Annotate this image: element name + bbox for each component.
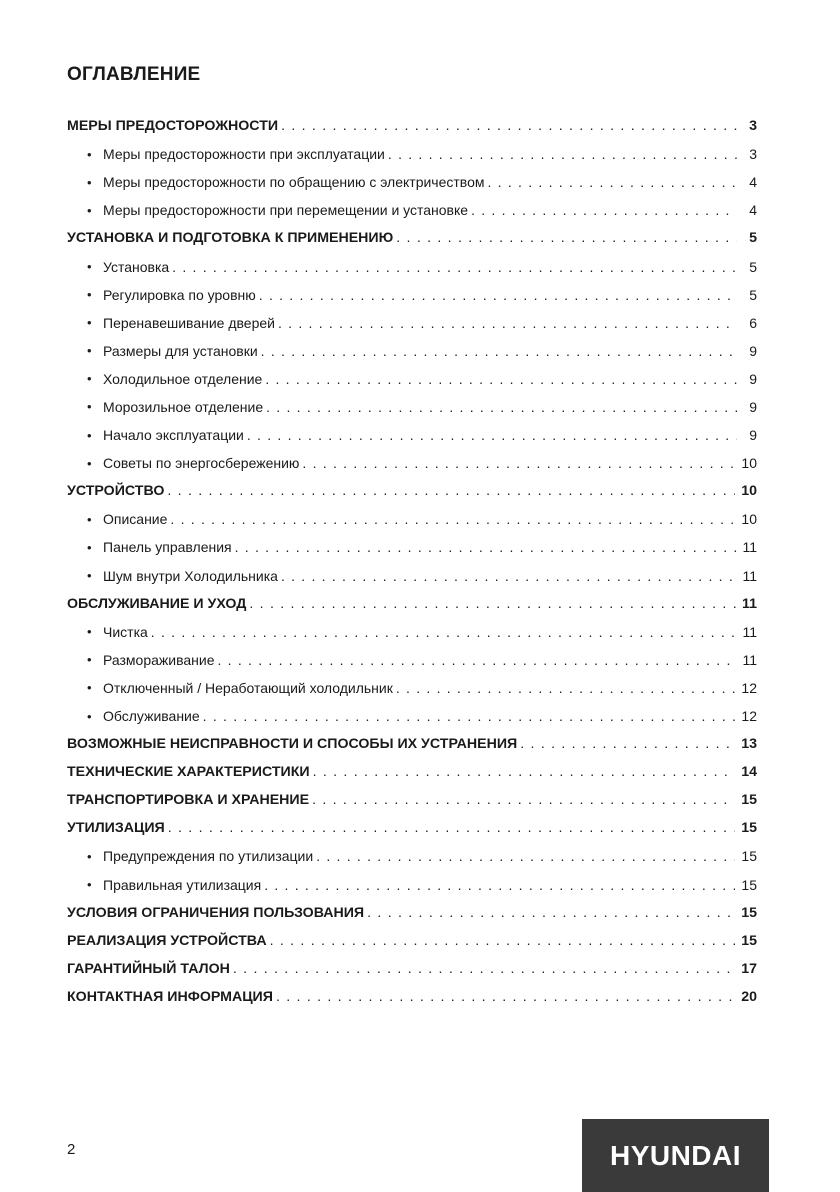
- brand-logo: HYUNDAI: [582, 1119, 769, 1192]
- toc-entry-page: 10: [741, 483, 757, 500]
- toc-entry-label: Предупреждения по утилизации: [103, 848, 314, 865]
- bullet-icon: •: [87, 652, 92, 668]
- dot-leader: [167, 483, 735, 499]
- bullet-icon: •: [87, 399, 92, 415]
- toc-entry-label: Панель управления: [103, 539, 232, 556]
- toc-section-entry[interactable]: [67, 590, 757, 618]
- toc-subsection-entry[interactable]: [67, 337, 757, 365]
- toc-entry-page: 4: [749, 174, 757, 191]
- toc-entry-page: 10: [741, 455, 757, 472]
- toc-entry-page: 9: [749, 342, 757, 359]
- bullet-icon: •: [87, 315, 92, 331]
- dot-leader: [396, 680, 736, 696]
- toc-section-entry[interactable]: [67, 927, 757, 955]
- dot-leader: [170, 511, 735, 527]
- toc-entry-label: Размеры для установки: [103, 342, 258, 359]
- toc-entry-label: Меры предосторожности при перемещении и установке: [103, 202, 469, 219]
- bullet-icon: •: [87, 624, 92, 640]
- toc-entry-label: РЕАЛИЗАЦИЯ УСТРОЙСТВА: [67, 932, 267, 949]
- toc-entry-page: 11: [742, 595, 757, 612]
- toc-entry-page: 10: [741, 511, 757, 528]
- toc-subsection-entry[interactable]: [67, 140, 757, 168]
- bullet-icon: •: [87, 202, 92, 218]
- dot-leader: [396, 230, 737, 246]
- toc-section-entry[interactable]: [67, 786, 757, 814]
- bullet-icon: •: [87, 343, 92, 359]
- dot-leader: [316, 848, 735, 864]
- page-title: ОГЛАВЛЕНИЕ: [67, 64, 201, 85]
- toc-entry-page: 9: [749, 427, 757, 444]
- toc-entry-page: 12: [741, 679, 757, 696]
- dot-leader: [261, 343, 737, 359]
- toc-entry-label: МЕРЫ ПРЕДОСТОРОЖНОСТИ: [67, 118, 279, 135]
- dot-leader: [302, 455, 735, 471]
- dot-leader: [367, 905, 735, 921]
- toc-entry-page: 9: [749, 370, 757, 387]
- toc-entry-page: 4: [749, 202, 757, 219]
- toc-entry-page: 5: [749, 286, 757, 303]
- dot-leader: [168, 820, 735, 836]
- toc-entry-page: 15: [741, 932, 757, 949]
- bullet-icon: •: [87, 848, 92, 864]
- toc-subsection-entry[interactable]: [67, 309, 757, 337]
- toc-subsection-entry[interactable]: [67, 449, 757, 477]
- page-number: 2: [67, 1141, 76, 1158]
- toc-entry-label: Обслуживание: [103, 708, 200, 725]
- toc-section-entry[interactable]: [67, 899, 757, 927]
- toc-entry-label: Холодильное отделение: [103, 370, 263, 387]
- toc-entry-label: Советы по энергосбережению: [103, 455, 300, 472]
- bullet-icon: •: [87, 708, 92, 724]
- dot-leader: [203, 708, 736, 724]
- toc-subsection-entry[interactable]: [67, 421, 757, 449]
- toc-entry-label: Морозильное отделение: [103, 398, 264, 415]
- dot-leader: [247, 427, 737, 443]
- bullet-icon: •: [87, 259, 92, 275]
- toc-subsection-entry[interactable]: [67, 252, 757, 280]
- toc-section-entry[interactable]: [67, 955, 757, 983]
- toc-section-entry[interactable]: [67, 224, 757, 252]
- toc-entry-page: 11: [742, 539, 757, 556]
- toc-entry-page: 5: [749, 230, 757, 247]
- toc-entry-label: Правильная утилизация: [103, 876, 262, 893]
- toc-entry-label: УСТАНОВКА И ПОДГОТОВКА К ПРИМЕНЕНИЮ: [67, 230, 394, 247]
- toc-entry-page: 13: [741, 736, 757, 753]
- toc-entry-page: 15: [741, 792, 757, 809]
- toc-section-entry[interactable]: [67, 730, 757, 758]
- toc-entry-page: 3: [749, 118, 757, 135]
- toc-entry-page: 15: [741, 820, 757, 837]
- toc-subsection-entry[interactable]: [67, 674, 757, 702]
- toc-entry-page: 11: [742, 623, 757, 640]
- toc-entry-label: ТРАНСПОРТИРОВКА И ХРАНЕНИЕ: [67, 792, 310, 809]
- dot-leader: [471, 202, 737, 218]
- dot-leader: [313, 764, 736, 780]
- toc-subsection-entry[interactable]: [67, 505, 757, 533]
- toc-entry-label: Меры предосторожности по обращению с электричеством: [103, 174, 485, 191]
- toc-entry-page: 9: [749, 398, 757, 415]
- toc-entry-page: 15: [741, 904, 757, 921]
- dot-leader: [281, 118, 737, 134]
- dot-leader: [172, 259, 737, 275]
- toc-subsection-entry[interactable]: [67, 562, 757, 590]
- toc-entry-label: Шум внутри Холодильника: [103, 567, 278, 584]
- toc-entry-label: Начало эксплуатации: [103, 427, 244, 444]
- bullet-icon: •: [87, 568, 92, 584]
- dot-leader: [388, 146, 737, 162]
- toc-entry-page: 11: [742, 567, 757, 584]
- toc-section-entry[interactable]: [67, 814, 757, 842]
- toc-section-entry[interactable]: [67, 112, 757, 140]
- toc-entry-label: Отключенный / Неработающий холодильник: [103, 679, 393, 696]
- dot-leader: [233, 961, 735, 977]
- dot-leader: [270, 933, 736, 949]
- dot-leader: [265, 371, 737, 387]
- toc-subsection-entry[interactable]: [67, 842, 757, 870]
- toc-entry-label: КОНТАКТНАЯ ИНФОРМАЦИЯ: [67, 988, 273, 1005]
- toc-entry-label: ГАРАНТИЙНЫЙ ТАЛОН: [67, 960, 230, 977]
- dot-leader: [259, 287, 737, 303]
- bullet-icon: •: [87, 455, 92, 471]
- dot-leader: [520, 736, 735, 752]
- toc-subsection-entry[interactable]: [67, 533, 757, 561]
- dot-leader: [218, 652, 737, 668]
- toc-entry-page: 12: [741, 708, 757, 725]
- toc-entry-label: Перенавешивание дверей: [103, 314, 275, 331]
- toc-subsection-entry[interactable]: [67, 646, 757, 674]
- dot-leader: [151, 624, 737, 640]
- dot-leader: [278, 315, 737, 331]
- toc-subsection-entry[interactable]: [67, 365, 757, 393]
- toc-entry-page: 20: [741, 988, 757, 1005]
- toc-subsection-entry[interactable]: [67, 168, 757, 196]
- toc-entry-label: Меры предосторожности при эксплуатации: [103, 146, 385, 163]
- bullet-icon: •: [87, 174, 92, 190]
- toc-subsection-entry[interactable]: [67, 871, 757, 899]
- toc-subsection-entry[interactable]: [67, 196, 757, 224]
- toc-subsection-entry[interactable]: [67, 702, 757, 730]
- toc-entry-label: Чистка: [103, 623, 148, 640]
- bullet-icon: •: [87, 539, 92, 555]
- toc-entry-label: ВОЗМОЖНЫЕ НЕИСПРАВНОСТИ И СПОСОБЫ ИХ УСТРАНЕНИЯ: [67, 736, 518, 753]
- toc-section-entry[interactable]: [67, 758, 757, 786]
- toc-entry-label: УТИЛИЗАЦИЯ: [67, 820, 165, 837]
- dot-leader: [266, 399, 737, 415]
- bullet-icon: •: [87, 146, 92, 162]
- toc-entry-label: ТЕХНИЧЕСКИЕ ХАРАКТЕРИСТИКИ: [67, 764, 310, 781]
- bullet-icon: •: [87, 680, 92, 696]
- bullet-icon: •: [87, 287, 92, 303]
- bullet-icon: •: [87, 511, 92, 527]
- toc-entry-label: Описание: [103, 511, 168, 528]
- dot-leader: [488, 174, 738, 190]
- toc-subsection-entry[interactable]: [67, 281, 757, 309]
- toc-entry-label: Регулировка по уровню: [103, 286, 256, 303]
- toc-subsection-entry[interactable]: [67, 618, 757, 646]
- dot-leader: [235, 539, 737, 555]
- toc-entry-page: 6: [749, 314, 757, 331]
- toc-section-entry[interactable]: [67, 477, 757, 505]
- toc-section-entry[interactable]: [67, 983, 757, 1011]
- toc-entry-label: ОБСЛУЖИВАНИЕ И УХОД: [67, 595, 247, 612]
- dot-leader: [276, 989, 735, 1005]
- table-of-contents: [67, 112, 757, 1011]
- toc-entry-page: 5: [749, 258, 757, 275]
- toc-entry-page: 3: [749, 146, 757, 163]
- dot-leader: [249, 596, 736, 612]
- toc-entry-label: УСЛОВИЯ ОГРАНИЧЕНИЯ ПОЛЬЗОВАНИЯ: [67, 904, 365, 921]
- toc-entry-label: Установка: [103, 258, 170, 275]
- bullet-icon: •: [87, 371, 92, 387]
- toc-entry-label: Размораживание: [103, 651, 215, 668]
- dot-leader: [312, 792, 735, 808]
- toc-entry-page: 14: [741, 764, 757, 781]
- dot-leader: [264, 877, 735, 893]
- dot-leader: [281, 568, 737, 584]
- toc-entry-page: 15: [741, 848, 757, 865]
- bullet-icon: •: [87, 877, 92, 893]
- bullet-icon: •: [87, 427, 92, 443]
- toc-entry-label: УСТРОЙСТВО: [67, 483, 165, 500]
- toc-entry-page: 15: [741, 876, 757, 893]
- toc-entry-page: 17: [741, 960, 757, 977]
- toc-entry-page: 11: [742, 651, 757, 668]
- toc-subsection-entry[interactable]: [67, 393, 757, 421]
